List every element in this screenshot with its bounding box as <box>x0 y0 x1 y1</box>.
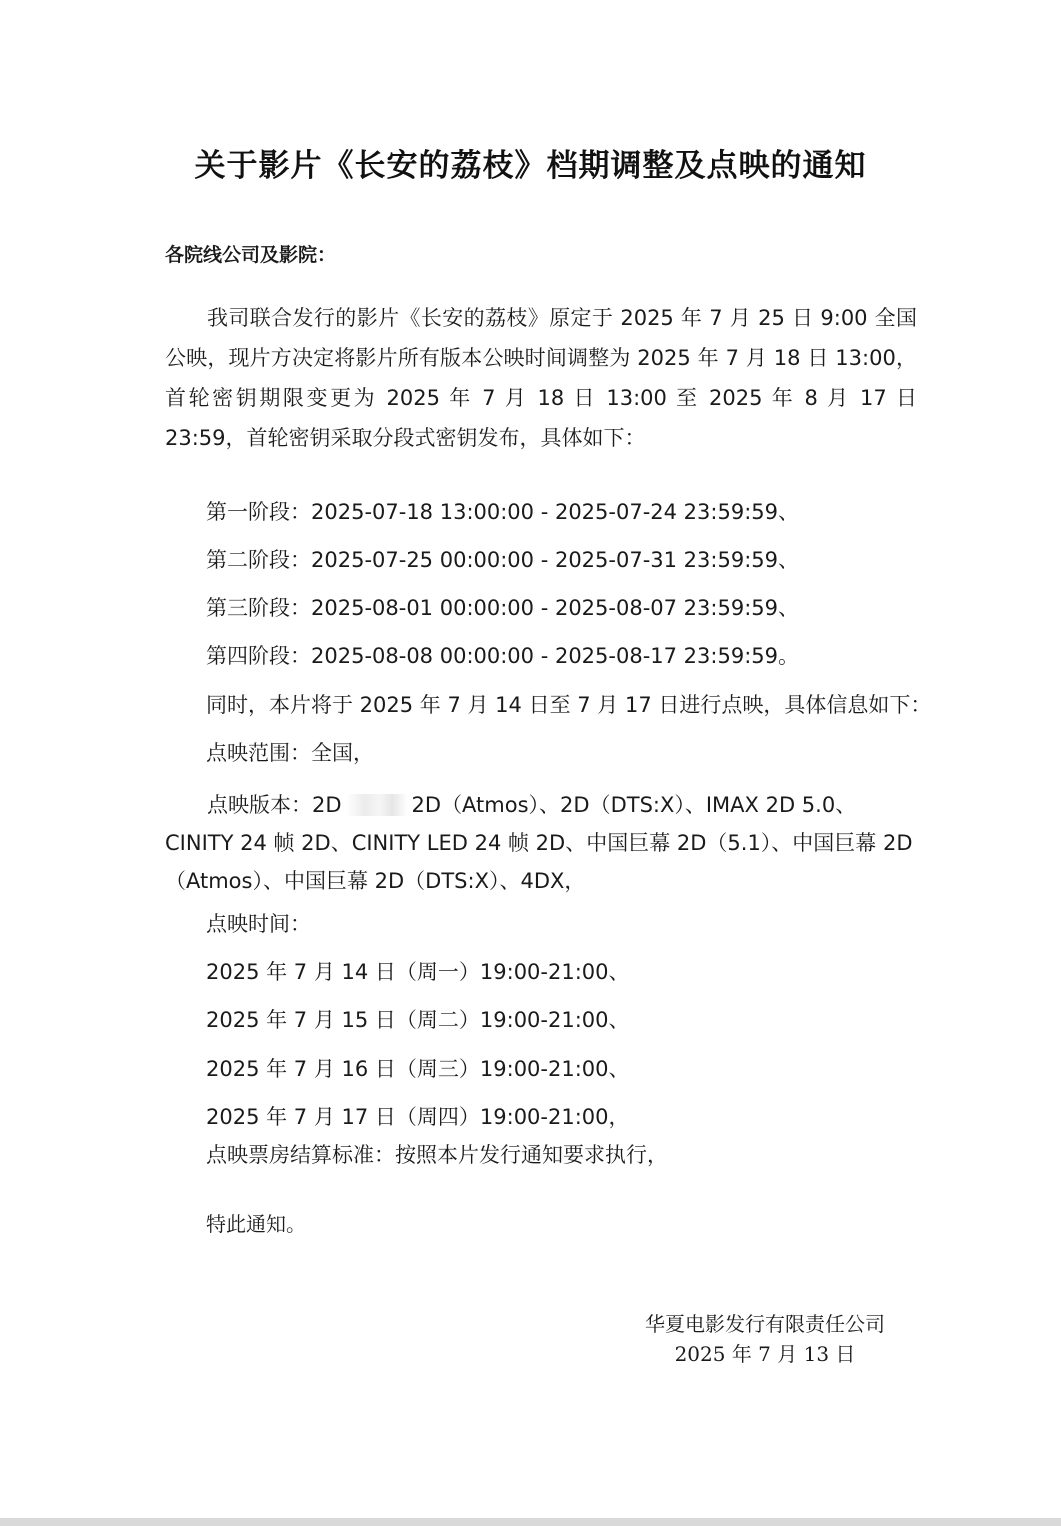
settlement-standard: 点映票房结算标准：按照本片发行通知要求执行， <box>206 1143 668 1167</box>
signature-date: 2025 年 7 月 13 日 <box>674 1342 856 1366</box>
stage-3: 第三阶段：2025-08-01 00:00:00 - 2025-08-07 23:59:59、 <box>206 596 799 620</box>
preview-time-2: 2025 年 7 月 15 日（周二）19:00-21:00、 <box>206 1008 630 1032</box>
document-title: 关于影片《长安的荔枝》档期调整及点映的通知 <box>194 148 867 184</box>
preview-versions <box>165 786 919 900</box>
closing-remark: 特此通知。 <box>206 1212 306 1236</box>
signature-company: 华夏电影发行有限责任公司 <box>645 1312 885 1336</box>
preview-versions-prefix: 点映版本：2D <box>207 793 342 817</box>
preview-time-3: 2025 年 7 月 16 日（周三）19:00-21:00、 <box>206 1057 630 1081</box>
stage-4: 第四阶段：2025-08-08 00:00:00 - 2025-08-17 23:59:59。 <box>206 644 799 668</box>
redacted-blur <box>346 794 408 816</box>
preview-versions-rest: 2D（Atmos）、2D（DTS:X）、IMAX 2D 5.0、CINITY 24 帧 2D、CINITY LED 24 帧 2D、中国巨幕 2D（5.1）、中国巨幕 2D（Atmos）、中国巨幕 2D（DTS:X）、4DX， <box>165 793 913 893</box>
preview-time-1: 2025 年 7 月 14 日（周一）19:00-21:00、 <box>206 960 630 984</box>
preview-intro: 同时，本片将于 2025 年 7 月 14 日至 7 月 17 日进行点映，具体信息如下： <box>206 693 932 717</box>
preview-time-4: 2025 年 7 月 17 日（周四）19:00-21:00， <box>206 1105 630 1129</box>
preview-time-label: 点映时间： <box>206 912 311 936</box>
preview-scope: 点映范围：全国， <box>206 741 374 765</box>
stage-1: 第一阶段：2025-07-18 13:00:00 - 2025-07-24 23:59:59、 <box>206 500 799 524</box>
bottom-divider <box>0 1518 1061 1526</box>
stage-2: 第二阶段：2025-07-25 00:00:00 - 2025-07-31 23:59:59、 <box>206 548 799 572</box>
salutation: 各院线公司及影院： <box>165 244 337 266</box>
intro-paragraph: 我司联合发行的影片《长安的荔枝》原定于 2025 年 7 月 25 日 9:00 全国公映，现片方决定将影片所有版本公映时间调整为 2025 年 7 月 18 日 13:00，首轮密钥期限变更为 2025 年 7 月 18 日 13:00 至 2025 年 8 月 17 日 23:59，首轮密钥采取分段式密钥发布，具体如下： <box>165 306 917 450</box>
